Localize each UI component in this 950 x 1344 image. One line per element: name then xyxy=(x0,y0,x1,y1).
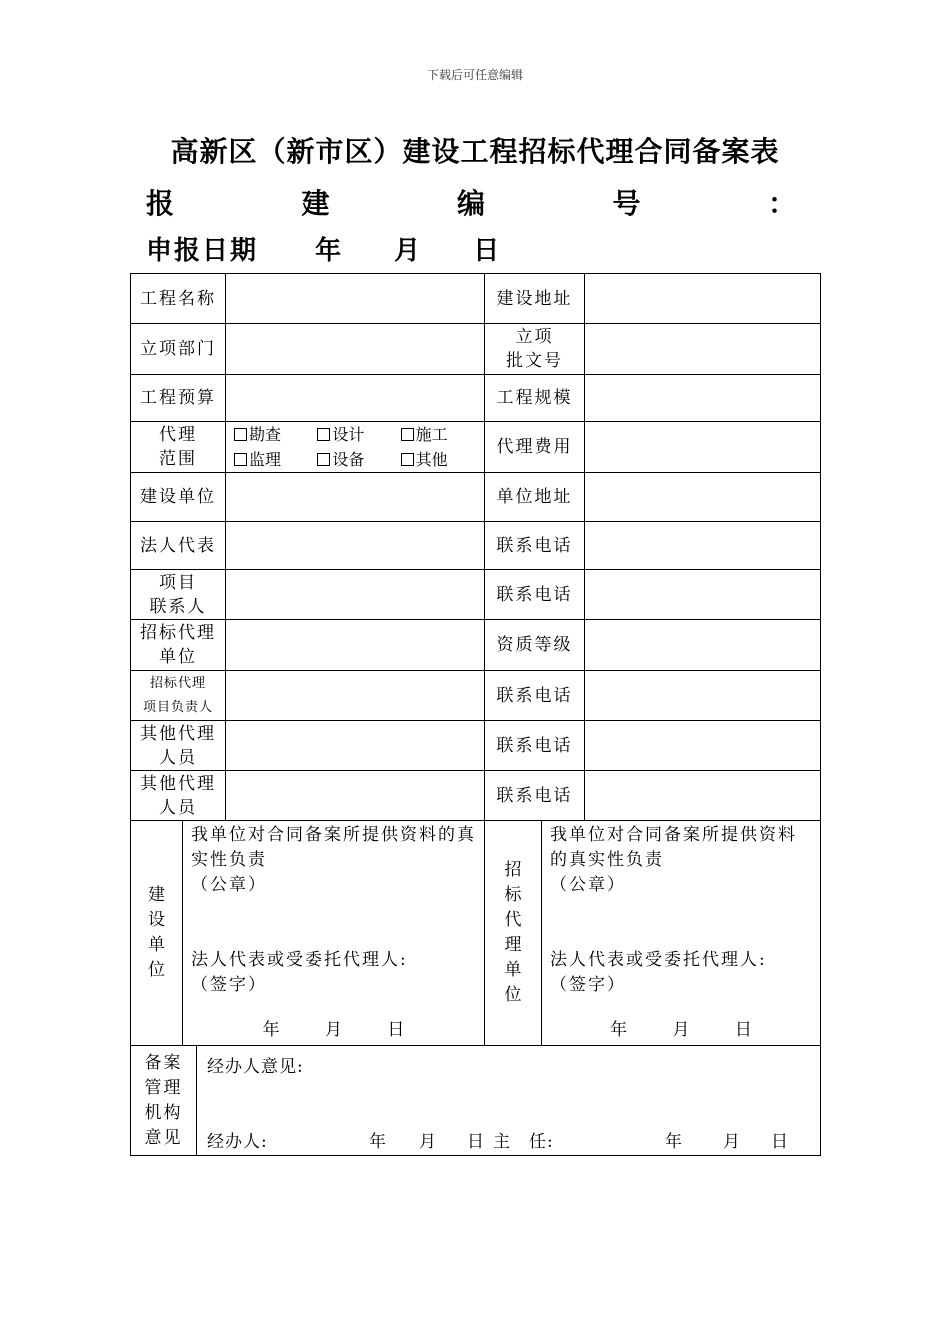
label-project-dept: 立项部门 xyxy=(131,324,226,375)
signature-label: （签字） xyxy=(191,975,267,995)
field-project-dept[interactable] xyxy=(226,324,485,375)
seal-label: （公章） xyxy=(191,875,267,895)
build-unit-vertical-label xyxy=(131,821,183,1046)
label-approval-no xyxy=(485,324,585,375)
vertical-char: 建 xyxy=(148,885,165,905)
header-note: 下载后可任意编辑 xyxy=(426,68,523,82)
label-agency-scope xyxy=(131,422,226,473)
field-contact-phone[interactable] xyxy=(585,721,821,771)
label-contact-phone: 联系电话 xyxy=(485,570,585,620)
label-other-agent-line1: 其他代理 xyxy=(140,773,216,794)
field-legal-rep[interactable] xyxy=(226,522,485,570)
date-year: 年 xyxy=(665,1132,683,1152)
checkbox-icon[interactable] xyxy=(317,453,330,466)
seal-label: （公章） xyxy=(550,875,626,895)
label-other-agent-line1: 其他代理 xyxy=(140,723,216,744)
declaration-date xyxy=(542,1018,820,1043)
signature-label: （签字） xyxy=(550,975,626,995)
scope-option-label: 设备 xyxy=(332,450,365,469)
vertical-char: 单 xyxy=(504,960,522,980)
label-bid-agency-leader-line2: 项目负责人 xyxy=(142,699,213,715)
field-project-scale[interactable] xyxy=(585,375,821,422)
label-contact-phone: 联系电话 xyxy=(485,671,585,721)
field-contact-phone[interactable] xyxy=(585,522,821,570)
vertical-char: 位 xyxy=(148,960,165,980)
report-date-month: 月 xyxy=(394,236,421,266)
field-approval-no[interactable] xyxy=(585,324,821,375)
checkbox-icon[interactable] xyxy=(234,453,247,466)
page-title: 高新区（新市区）建设工程招标代理合同备案表 xyxy=(170,135,780,168)
scope-option-supervision[interactable] xyxy=(234,447,317,472)
scope-option-construction[interactable] xyxy=(401,422,484,447)
label-other-agent-line2: 人员 xyxy=(159,797,197,818)
field-build-address[interactable] xyxy=(585,274,821,324)
archive-sign-line xyxy=(207,1127,820,1152)
scope-option-label: 其他 xyxy=(415,450,448,469)
field-bid-agency-leader[interactable] xyxy=(226,671,485,721)
bid-unit-vertical-label xyxy=(485,821,542,1046)
scope-option-label: 施工 xyxy=(415,425,448,444)
report-date-day: 日 xyxy=(473,236,500,266)
date-year: 年 xyxy=(610,1020,628,1040)
scope-option-other[interactable] xyxy=(401,447,484,472)
date-day: 日 xyxy=(387,1020,405,1040)
field-project-name[interactable] xyxy=(226,274,485,324)
label-contact-phone: 联系电话 xyxy=(485,721,585,771)
report-char: 建 xyxy=(301,187,330,220)
declaration-date xyxy=(183,1018,484,1043)
archive-label-line: 意见 xyxy=(144,1127,183,1148)
checkbox-icon[interactable] xyxy=(317,428,330,441)
label-project-scale: 工程规模 xyxy=(485,375,585,422)
report-date-year: 年 xyxy=(315,236,342,266)
label-project-contact-line2: 联系人 xyxy=(149,596,207,617)
archive-label-line: 备案 xyxy=(144,1052,183,1073)
archive-opinion-table xyxy=(130,1045,821,1156)
label-bid-agency-unit-line2: 单位 xyxy=(159,647,197,667)
field-unit-address[interactable] xyxy=(585,473,821,522)
archive-opinion-field[interactable] xyxy=(197,1046,821,1156)
report-date-label: 申报日期 xyxy=(146,236,259,266)
field-contact-phone[interactable] xyxy=(585,671,821,721)
label-bid-agency-leader-line1: 招标代理 xyxy=(149,675,206,691)
field-bid-agency-unit[interactable] xyxy=(226,620,485,671)
handler-opinion-label: 经办人意见: xyxy=(207,1057,304,1077)
build-unit-declaration xyxy=(183,821,485,1046)
report-char: 编 xyxy=(456,187,485,220)
archive-label xyxy=(131,1046,197,1156)
bid-unit-declaration xyxy=(542,821,821,1046)
label-contact-phone: 联系电话 xyxy=(485,522,585,570)
label-other-agent xyxy=(131,771,226,821)
checkbox-icon[interactable] xyxy=(401,453,414,466)
date-month: 月 xyxy=(672,1020,690,1040)
vertical-char: 代 xyxy=(504,910,522,930)
field-build-unit[interactable] xyxy=(226,473,485,522)
date-year: 年 xyxy=(262,1020,280,1040)
report-char: 号 xyxy=(612,187,641,220)
field-contact-phone[interactable] xyxy=(585,771,821,821)
label-legal-rep: 法人代表 xyxy=(131,522,226,570)
field-other-agent[interactable] xyxy=(226,721,485,771)
date-year: 年 xyxy=(369,1132,387,1152)
label-project-budget: 工程预算 xyxy=(131,375,226,422)
scope-option-label: 勘查 xyxy=(249,425,282,444)
vertical-char: 招 xyxy=(504,860,522,880)
label-approval-no-line1: 立项 xyxy=(515,327,554,347)
archive-label-line: 管理 xyxy=(144,1077,183,1098)
date-day: 日 xyxy=(467,1132,485,1152)
field-other-agent[interactable] xyxy=(226,771,485,821)
label-build-unit: 建设单位 xyxy=(131,473,226,522)
date-month: 月 xyxy=(419,1132,437,1152)
label-other-agent-line2: 人员 xyxy=(159,747,197,768)
scope-option-survey[interactable] xyxy=(234,422,317,447)
label-agency-scope-line1: 代理 xyxy=(159,425,197,445)
report-char: ： xyxy=(767,187,796,220)
signer-label: 法人代表或受委托代理人: xyxy=(550,950,767,970)
label-unit-address: 单位地址 xyxy=(485,473,585,522)
scope-option-label: 监理 xyxy=(249,450,282,469)
label-agency-fee: 代理费用 xyxy=(485,422,585,473)
record-form-table xyxy=(130,273,821,1046)
field-project-budget[interactable] xyxy=(226,375,485,422)
report-date-line xyxy=(146,230,499,267)
archive-label-line: 机构 xyxy=(144,1102,183,1123)
declaration-text: 我单位对合同备案所提供资料的真实性负责 xyxy=(191,825,476,870)
label-project-contact xyxy=(131,570,226,620)
declaration-text: 我单位对合同备案所提供资料的真实性负责 xyxy=(550,825,797,870)
signer-label: 法人代表或受委托代理人: xyxy=(191,950,408,970)
field-project-contact[interactable] xyxy=(226,570,485,620)
label-build-address: 建设地址 xyxy=(485,274,585,324)
report-char: 报 xyxy=(146,187,175,220)
scope-option-equipment[interactable] xyxy=(317,447,400,472)
label-contact-phone: 联系电话 xyxy=(485,771,585,821)
label-bid-agency-unit xyxy=(131,620,226,671)
scope-option-design[interactable] xyxy=(317,422,400,447)
scope-option-label: 设计 xyxy=(332,425,365,444)
label-project-contact-line1: 项目 xyxy=(159,572,197,593)
date-month: 月 xyxy=(325,1020,342,1040)
handler-label: 经办人: xyxy=(207,1132,268,1152)
field-contact-phone[interactable] xyxy=(585,570,821,620)
checkbox-icon[interactable] xyxy=(401,428,414,441)
label-bid-agency-leader xyxy=(131,671,226,721)
label-agency-scope-line2: 范围 xyxy=(159,449,197,469)
agency-scope-options xyxy=(226,422,485,473)
label-project-name: 工程名称 xyxy=(131,274,226,324)
vertical-char: 位 xyxy=(504,985,522,1005)
report-number-line xyxy=(146,182,796,222)
vertical-char: 标 xyxy=(504,885,522,905)
label-bid-agency-unit-line1: 招标代理 xyxy=(140,623,216,643)
label-approval-no-line2: 批文号 xyxy=(506,351,563,371)
label-qualification-level: 资质等级 xyxy=(485,620,585,671)
date-month: 月 xyxy=(723,1132,741,1152)
date-day: 日 xyxy=(771,1132,789,1152)
date-day: 日 xyxy=(734,1020,752,1040)
label-other-agent xyxy=(131,721,226,771)
vertical-char: 设 xyxy=(148,910,165,930)
director-label: 主 任: xyxy=(493,1132,554,1152)
checkbox-icon[interactable] xyxy=(234,428,247,441)
field-qualification-level[interactable] xyxy=(585,620,821,671)
field-agency-fee[interactable] xyxy=(585,422,821,473)
vertical-char: 单 xyxy=(148,935,165,955)
vertical-char: 理 xyxy=(504,935,522,955)
